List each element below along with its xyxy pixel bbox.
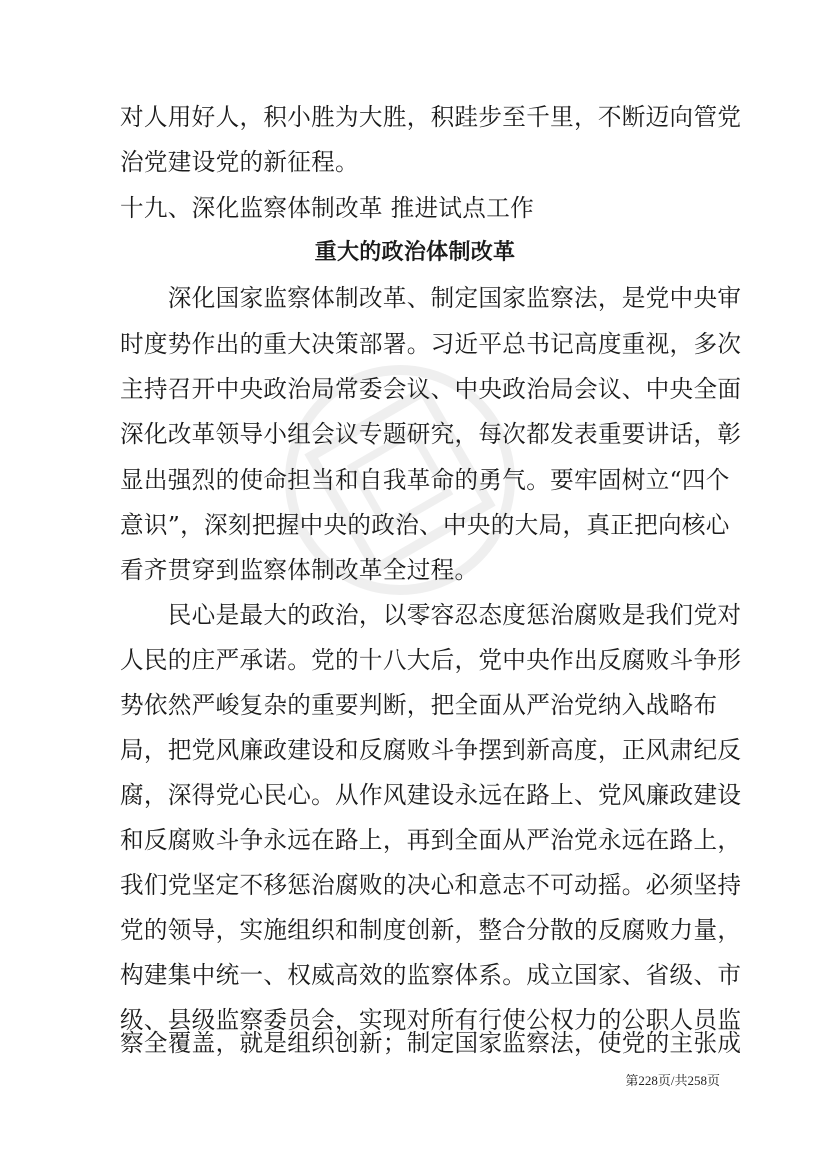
body-line: 主持召开中央政治局常委会议、中央政治局会议、中央全面 <box>120 375 742 403</box>
page-number: 第228页/共258页 <box>625 1073 720 1088</box>
body-line: 深化改革领导小组会议专题研究，每次都发表重要讲话，彰 <box>120 420 742 448</box>
body-line: 我们党坚定不移惩治腐败的决心和意志不可动摇。必须坚持 <box>120 871 742 899</box>
body-line: 级、县级监察委员会，实现对所有行使公权力的公职人员监 <box>120 1006 742 1034</box>
body-line: 看齐贯穿到监察体制改革全过程。 <box>120 556 479 584</box>
body-line: 构建集中统一、权威高效的监察体系。成立国家、省级、市 <box>120 961 742 989</box>
body-line: 局，把党风廉政建设和反腐败斗争摆到新高度，正风肃纪反 <box>120 736 742 764</box>
body-line: 党的领导，实施组织和制度创新，整合分散的反腐败力量， <box>120 916 742 944</box>
body-line: 民心是最大的政治，以零容忍态度惩治腐败是我们党对 <box>120 601 742 629</box>
subsection-title: 重大的政治体制改革 <box>314 240 516 265</box>
body-line: 治党建设党的新征程。 <box>120 148 359 176</box>
body-line: 人民的庄严承诺。党的十八大后，党中央作出反腐败斗争形 <box>120 646 742 674</box>
section-heading: 十九、深化监察体制改革 推进试点工作 <box>120 194 534 222</box>
body-line: 深化国家监察体制改革、制定国家监察法，是党中央审 <box>120 284 742 312</box>
body-line: 势依然严峻复杂的重要判断，把全面从严治党纳入战略布 <box>120 691 718 719</box>
body-line: 意识”，深刻把握中央的政治、中央的大局，真正把向核心 <box>120 511 730 539</box>
body-line: 对人用好人，积小胜为大胜，积跬步至千里，不断迈向管党 <box>120 103 742 131</box>
body-line: 腐，深得党心民心。从作风建设永远在路上、党风廉政建设 <box>120 781 742 809</box>
body-line: 察全覆盖，就是组织创新；制定国家监察法，使党的主张成 <box>120 1029 742 1057</box>
body-line: 和反腐败斗争永远在路上，再到全面从严治党永远在路上， <box>120 826 742 854</box>
body-line: 显出强烈的使命担当和自我革命的勇气。要牢固树立“四个 <box>120 466 730 494</box>
body-line: 时度势作出的重大决策部署。习近平总书记高度重视，多次 <box>120 330 742 358</box>
